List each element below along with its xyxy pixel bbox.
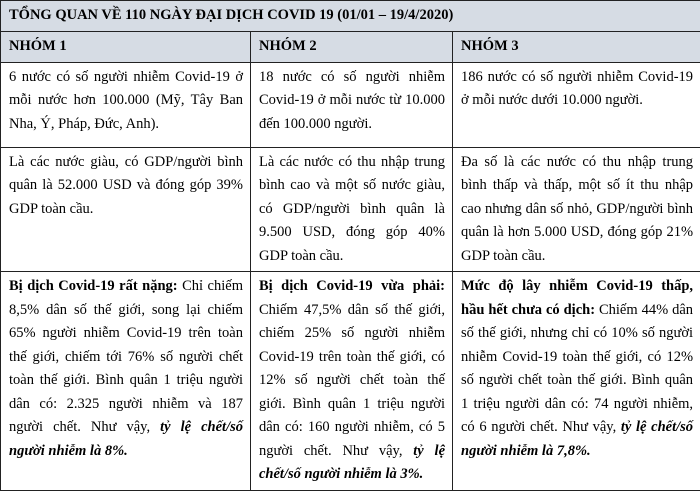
group-1-impact-lead: Bị dịch Covid-19 rất nặng: bbox=[9, 278, 178, 294]
header-row bbox=[1, 32, 700, 63]
title-row bbox=[1, 1, 700, 32]
group-2-impact-conclusion: tỷ lệ chết/số người nhiễm là 3%. bbox=[259, 443, 445, 483]
group-2-impact bbox=[251, 272, 453, 491]
group-3-impact-lead: Mức độ lây nhiễm Covid-19 thấp, hầu hết chưa có dịch: bbox=[461, 278, 693, 318]
group-1-economy: Là các nước giàu, có GDP/người bình quân là 52.000 USD và đóng góp 39% GDP toàn cầu. bbox=[1, 147, 251, 272]
group-2-impact-body: Chiếm 47,5% dân số thế giới, chiếm 25% số người nhiễm Covid-19 trên toàn thế giới, có 12% số người chết toàn thế giới. Bình quân 1 triệu người dân có: 160 người nhiễm, có 5 người chết. Như vậy, bbox=[259, 302, 445, 459]
group-1-header: NHÓM 1 bbox=[1, 32, 251, 63]
group-1-impact-body: Chỉ chiếm 8,5% dân số thế giới, song lại chiếm 65% người nhiễm Covid-19 trên toàn thế giới, chiếm tới 76% số người chết toàn thế giới. Bình quân 1 triệu người dân có: 2.325 người nhiễm và 187 người chết. Như vậy, bbox=[9, 278, 243, 435]
group-2-impact-lead: Bị dịch Covid-19 vừa phải: bbox=[259, 278, 445, 294]
group-3-impact bbox=[453, 272, 700, 491]
group-1-cases: 6 nước có số người nhiễm Covid-19 ở mỗi nước hơn 100.000 (Mỹ, Tây Ban Nha, Ý, Pháp, Đức, Anh). bbox=[1, 62, 251, 147]
group-3-economy: Đa số là các nước có thu nhập trung bình thấp và thấp, một số ít thu nhập cao nhưng dân số nhỏ, GDP/người bình quân là hơn 5.000 USD, đóng góp 21% GDP toàn cầu. bbox=[453, 147, 700, 272]
cases-row bbox=[1, 62, 700, 147]
table-title: TỔNG QUAN VỀ 110 NGÀY ĐẠI DỊCH COVID 19 (01/01 – 19/4/2020) bbox=[1, 1, 700, 32]
group-1-impact bbox=[1, 272, 251, 491]
group-2-header: NHÓM 2 bbox=[251, 32, 453, 63]
economy-row bbox=[1, 147, 700, 272]
group-2-cases: 18 nước có số người nhiễm Covid-19 ở mỗi nước từ 10.000 đến 100.000 người. bbox=[251, 62, 453, 147]
group-2-economy: Là các nước có thu nhập trung bình cao và một số nước giàu, có GDP/người bình quân là 9.500 USD, đóng góp 40% GDP toàn cầu. bbox=[251, 147, 453, 272]
group-3-cases: 186 nước có số người nhiễm Covid-19 ở mỗi nước dưới 10.000 người. bbox=[453, 62, 700, 147]
group-3-header: NHÓM 3 bbox=[453, 32, 700, 63]
group-3-impact-body: Chiếm 44% dân số thế giới, nhưng chỉ có 10% số người nhiễm Covid-19 toàn thế giới, có 12% số người chết toàn thế giới. Bình quân 1 triệu người dân có: 74 người nhiễm, có 6 người chết. Như vậy, bbox=[461, 302, 693, 436]
group-3-impact-conclusion: tỷ lệ chết/số người nhiễm là 7,8%. bbox=[461, 419, 693, 459]
impact-row bbox=[1, 272, 700, 491]
group-1-impact-conclusion: tỷ lệ chết/số người nhiễm là 8%. bbox=[9, 419, 243, 459]
